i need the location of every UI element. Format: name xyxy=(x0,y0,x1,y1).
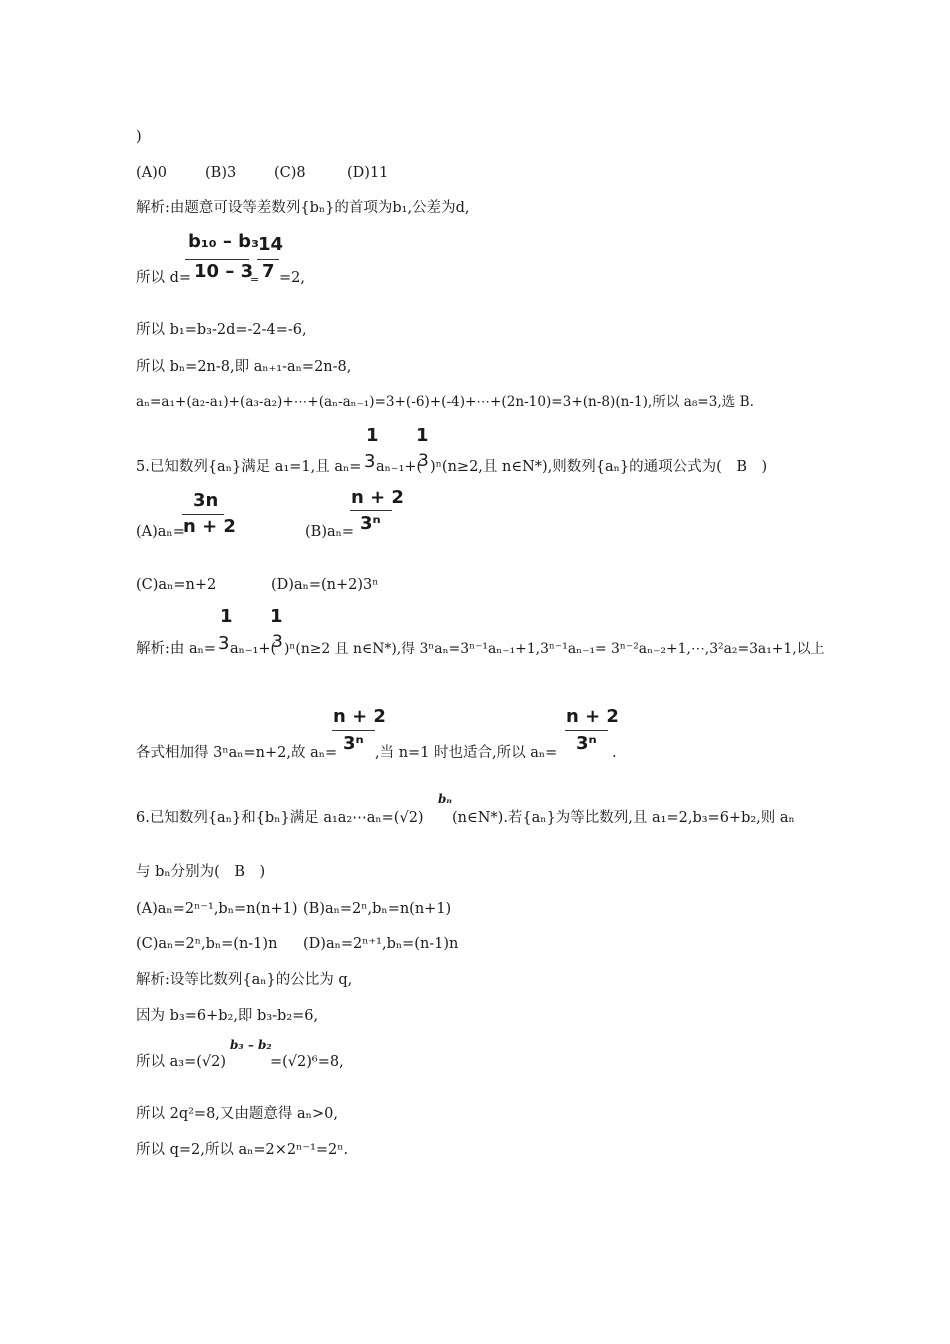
paren-line: ) xyxy=(136,129,142,145)
fraction-numerator: n + 2 xyxy=(333,706,386,727)
analysis-line: ,当 n=1 时也适合,所以 aₙ= xyxy=(375,745,558,761)
fraction-bar xyxy=(565,730,608,731)
fraction-numerator: 1 xyxy=(270,606,283,627)
analysis-line: . xyxy=(612,745,617,761)
option-d: (D)aₙ=2ⁿ⁺¹,bₙ=(n-1)n xyxy=(303,936,459,952)
analysis-line: =(√2)⁶=8, xyxy=(270,1054,344,1070)
analysis-line: 所以 a₃=(√2) xyxy=(136,1054,226,1070)
fraction-denominator: 10 – 3 xyxy=(194,261,254,282)
analysis-line: aₙ₋₁+( xyxy=(230,641,277,657)
question-text: 与 bₙ分别为( B ) xyxy=(136,864,266,880)
fraction-denominator: 3 xyxy=(218,633,230,654)
fraction-bar xyxy=(185,259,249,260)
analysis-line: )ⁿ(n≥2 且 n∈N*),得 3ⁿaₙ=3ⁿ⁻¹aₙ₋₁+1,3ⁿ⁻¹aₙ₋₁= 3ⁿ⁻²aₙ₋₂+1,⋯,3²a₂=3a₁+1,以上 xyxy=(284,641,825,657)
option-b: (B)aₙ=2ⁿ,bₙ=n(n+1) xyxy=(303,901,452,917)
option-b: (B)aₙ= xyxy=(305,524,355,540)
fraction-numerator: n + 2 xyxy=(351,487,404,508)
question-text: 5.已知数列{aₙ}满足 a₁=1,且 aₙ= xyxy=(136,459,362,475)
formula-post: =2, xyxy=(279,270,305,286)
fraction-numerator: 1 xyxy=(366,425,379,446)
exponent: bₙ xyxy=(438,792,452,806)
fraction-numerator: n + 2 xyxy=(566,706,619,727)
analysis-line: 因为 b₃=6+b₂,即 b₃-b₂=6, xyxy=(136,1008,319,1024)
fraction-denominator: 3 xyxy=(272,632,283,652)
fraction-bar xyxy=(182,514,224,515)
analysis-line: 所以 bₙ=2n-8,即 aₙ₊₁-aₙ=2n-8, xyxy=(136,359,352,375)
analysis-line: 解析:设等比数列{aₙ}的公比为 q, xyxy=(136,972,353,988)
fraction-numerator: b₁₀ – b₃ xyxy=(188,231,259,252)
option-c: (C)aₙ=2ⁿ,bₙ=(n-1)n xyxy=(136,936,278,952)
analysis-line: 所以 q=2,所以 aₙ=2×2ⁿ⁻¹=2ⁿ. xyxy=(136,1142,349,1158)
question-text: 6.已知数列{aₙ}和{bₙ}满足 a₁a₂⋯aₙ=(√2) xyxy=(136,810,424,826)
analysis-line: 各式相加得 3ⁿaₙ=n+2,故 aₙ= xyxy=(136,745,338,761)
option-d: (D)aₙ=(n+2)3ⁿ xyxy=(271,577,379,593)
option-a: (A)aₙ= xyxy=(136,524,185,540)
option-c: (C)aₙ=n+2 xyxy=(136,577,217,593)
option-b: (B)3 xyxy=(205,165,237,181)
equals-sign: = xyxy=(250,273,260,286)
formula-pre: 所以 d= xyxy=(136,270,192,286)
option-a: (A)0 xyxy=(136,165,168,181)
fraction-denominator: 7 xyxy=(262,261,275,282)
fraction-denominator: 3ⁿ xyxy=(360,513,381,534)
exponent: b₃ – b₂ xyxy=(230,1038,272,1052)
question-text: (n∈N*).若{aₙ}为等比数列,且 a₁=2,b₃=6+b₂,则 aₙ xyxy=(452,810,795,826)
fraction-denominator: 3ⁿ xyxy=(576,733,597,754)
fraction-bar xyxy=(257,259,279,260)
fraction-denominator: 3 xyxy=(418,451,429,471)
fraction-numerator: 1 xyxy=(220,606,233,627)
analysis-line: 所以 2q²=8,又由题意得 aₙ>0, xyxy=(136,1106,338,1122)
fraction-denominator: 3ⁿ xyxy=(343,733,364,754)
analysis-line: 所以 b₁=b₃-2d=-2-4=-6, xyxy=(136,322,307,338)
fraction-numerator: 1 xyxy=(416,425,429,446)
fraction-numerator: 3n xyxy=(193,490,219,511)
fraction-bar xyxy=(332,730,375,731)
analysis-line: 解析:由 aₙ= xyxy=(136,641,217,657)
analysis-line: 解析:由题意可设等差数列{bₙ}的首项为b₁,公差为d, xyxy=(136,200,470,216)
question-text: aₙ₋₁+( xyxy=(376,459,423,475)
option-c: (C)8 xyxy=(274,165,306,181)
question-text: )ⁿ(n≥2,且 n∈N*),则数列{aₙ}的通项公式为( B ) xyxy=(430,459,768,475)
fraction-numerator: 14 xyxy=(258,234,284,255)
option-d: (D)11 xyxy=(347,165,389,181)
fraction-denominator: 3 xyxy=(364,451,376,472)
fraction-denominator: n + 2 xyxy=(183,516,236,537)
analysis-line: aₙ=a₁+(a₂-a₁)+(a₃-a₂)+⋯+(aₙ-aₙ₋₁)=3+(-6)+(-4)+⋯+(2n-10)=3+(n-8)(n-1),所以 a₈=3,选 B. xyxy=(136,394,754,410)
option-a: (A)aₙ=2ⁿ⁻¹,bₙ=n(n+1) xyxy=(136,901,298,917)
fraction-bar xyxy=(350,510,392,511)
